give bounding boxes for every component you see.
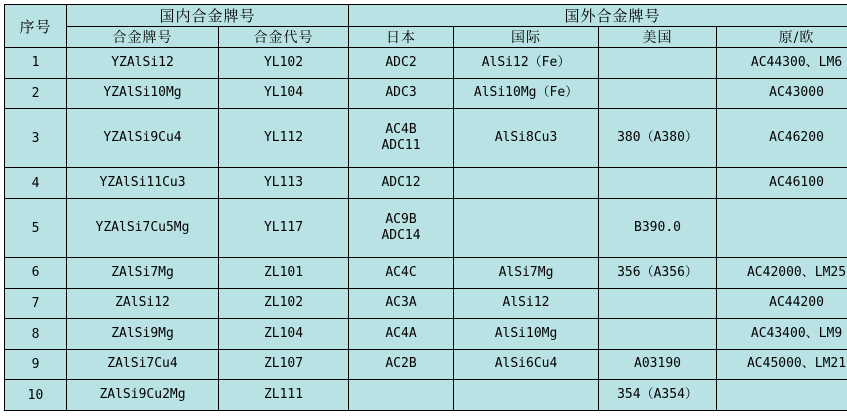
cell-seq: 9 <box>5 349 67 380</box>
header-usa: 美国 <box>599 27 717 48</box>
cell-japan: ADC3 <box>349 78 454 109</box>
cell-international: AlSi12 <box>454 288 599 319</box>
cell-domestic-code: ZL101 <box>219 258 349 289</box>
table-row <box>5 109 847 168</box>
cell-europe: AC43000 <box>717 78 847 109</box>
cell-usa <box>599 78 717 109</box>
cell-international: AlSi6Cu4 <box>454 349 599 380</box>
cell-domestic-code: YL104 <box>219 78 349 109</box>
cell-europe: AC46200 <box>717 109 847 168</box>
table-row <box>5 380 847 411</box>
cell-japan: AC4B ADC11 <box>349 109 454 168</box>
cell-japan: ADC2 <box>349 48 454 79</box>
header-foreign-group: 国外合金牌号 <box>349 5 847 27</box>
header-domestic-name: 合金牌号 <box>67 27 219 48</box>
cell-europe: AC45000、LM21 <box>717 349 847 380</box>
cell-domestic-name: ZAlSi7Mg <box>67 258 219 289</box>
cell-seq: 5 <box>5 198 67 257</box>
cell-domestic-name: YZAlSi12 <box>67 48 219 79</box>
cell-seq: 2 <box>5 78 67 109</box>
cell-domestic-code: YL113 <box>219 168 349 199</box>
cell-japan: ADC12 <box>349 168 454 199</box>
cell-seq: 4 <box>5 168 67 199</box>
cell-usa: B390.0 <box>599 198 717 257</box>
alloy-designation-table <box>4 4 847 411</box>
cell-domestic-name: YZAlSi11Cu3 <box>67 168 219 199</box>
header-row-sub <box>5 27 847 48</box>
table-row <box>5 349 847 380</box>
cell-seq: 7 <box>5 288 67 319</box>
cell-usa <box>599 319 717 350</box>
cell-usa <box>599 288 717 319</box>
cell-europe <box>717 198 847 257</box>
cell-seq: 10 <box>5 380 67 411</box>
cell-international: AlSi10Mg <box>454 319 599 350</box>
table-row <box>5 198 847 257</box>
cell-usa: 356（A356） <box>599 258 717 289</box>
cell-domestic-name: YZAlSi9Cu4 <box>67 109 219 168</box>
cell-europe: AC42000、LM25 <box>717 258 847 289</box>
cell-usa <box>599 48 717 79</box>
cell-europe: AC44300、LM6 <box>717 48 847 79</box>
cell-domestic-code: ZL111 <box>219 380 349 411</box>
cell-domestic-name: ZAlSi9Cu2Mg <box>67 380 219 411</box>
cell-seq: 1 <box>5 48 67 79</box>
cell-domestic-code: ZL107 <box>219 349 349 380</box>
table-row <box>5 288 847 319</box>
cell-domestic-code: YL117 <box>219 198 349 257</box>
cell-international <box>454 380 599 411</box>
cell-domestic-code: YL102 <box>219 48 349 79</box>
cell-domestic-code: ZL102 <box>219 288 349 319</box>
cell-usa: 354（A354） <box>599 380 717 411</box>
header-japan: 日本 <box>349 27 454 48</box>
cell-japan <box>349 380 454 411</box>
cell-japan: AC4C <box>349 258 454 289</box>
header-domestic-code: 合金代号 <box>219 27 349 48</box>
cell-domestic-name: ZAlSi7Cu4 <box>67 349 219 380</box>
header-row-group <box>5 5 847 27</box>
cell-europe <box>717 380 847 411</box>
header-europe: 原/欧 <box>717 27 847 48</box>
table-header <box>5 5 847 48</box>
cell-europe: AC44200 <box>717 288 847 319</box>
table-row <box>5 319 847 350</box>
cell-international: AlSi10Mg（Fe） <box>454 78 599 109</box>
cell-europe: AC43400、LM9 <box>717 319 847 350</box>
cell-japan: AC2B <box>349 349 454 380</box>
cell-international: AlSi12（Fe） <box>454 48 599 79</box>
cell-domestic-name: YZAlSi7Cu5Mg <box>67 198 219 257</box>
cell-international: AlSi7Mg <box>454 258 599 289</box>
cell-japan: AC4A <box>349 319 454 350</box>
table-row <box>5 78 847 109</box>
table-row <box>5 258 847 289</box>
cell-japan: AC9B ADC14 <box>349 198 454 257</box>
cell-europe: AC46100 <box>717 168 847 199</box>
cell-domestic-code: YL112 <box>219 109 349 168</box>
table-row <box>5 48 847 79</box>
cell-seq: 8 <box>5 319 67 350</box>
table-row <box>5 168 847 199</box>
cell-domestic-code: ZL104 <box>219 319 349 350</box>
cell-international <box>454 168 599 199</box>
header-seq: 序号 <box>5 5 67 48</box>
cell-usa <box>599 168 717 199</box>
cell-international: AlSi8Cu3 <box>454 109 599 168</box>
cell-seq: 3 <box>5 109 67 168</box>
table-body <box>5 48 847 411</box>
cell-usa: 380（A380） <box>599 109 717 168</box>
cell-domestic-name: ZAlSi12 <box>67 288 219 319</box>
header-international: 国际 <box>454 27 599 48</box>
header-domestic-group: 国内合金牌号 <box>67 5 349 27</box>
cell-international <box>454 198 599 257</box>
cell-domestic-name: ZAlSi9Mg <box>67 319 219 350</box>
cell-usa: A03190 <box>599 349 717 380</box>
cell-japan: AC3A <box>349 288 454 319</box>
cell-domestic-name: YZAlSi10Mg <box>67 78 219 109</box>
cell-seq: 6 <box>5 258 67 289</box>
